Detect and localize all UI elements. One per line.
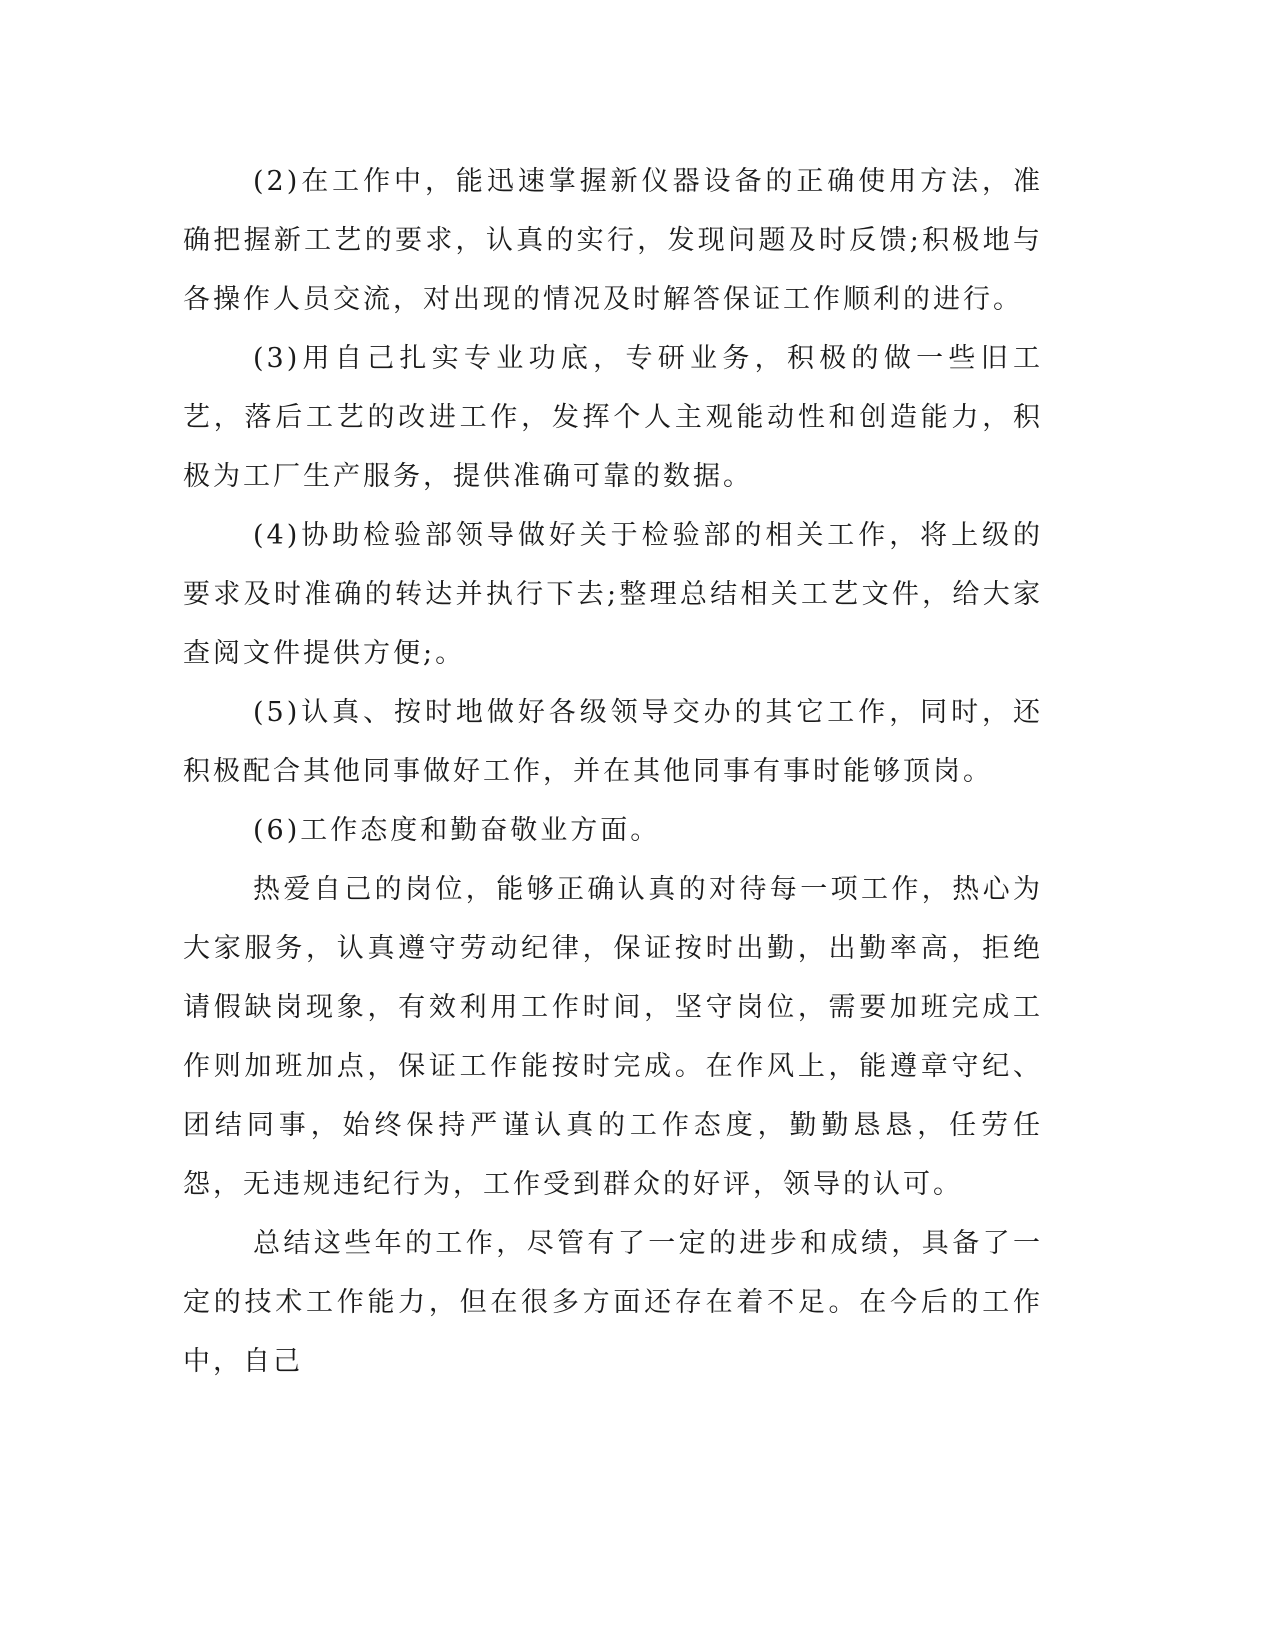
document-body — [183, 152, 1043, 1391]
paragraph-summary: 总结这些年的工作，尽管有了一定的进步和成绩，具备了一定的技术工作能力，但在很多方面还存在着不足。在今后的工作中，自己 — [183, 1228, 1043, 1377]
paragraph-work-attitude: 热爱自己的岗位，能够正确认真的对待每一项工作，热心为大家服务，认真遵守劳动纪律，保证按时出勤，出勤率高，拒绝请假缺岗现象，有效利用工作时间，坚守岗位，需要加班完成工作则加班加点，保证工作能按时完成。在作风上，能遵章守纪、团结同事，始终保持严谨认真的工作态度，勤勤恳恳，任劳任怨，无违规违纪行为，工作受到群众的好评，领导的认可。 — [183, 874, 1043, 1200]
paragraph-item-2: (2)在工作中，能迅速掌握新仪器设备的正确使用方法，准确把握新工艺的要求，认真的实行，发现问题及时反馈;积极地与各操作人员交流，对出现的情况及时解答保证工作顺利的进行。 — [183, 166, 1043, 315]
paragraph-item-3: (3)用自己扎实专业功底，专研业务，积极的做一些旧工艺，落后工艺的改进工作，发挥个人主观能动性和创造能力，积极为工厂生产服务，提供准确可靠的数据。 — [183, 343, 1043, 492]
paragraph-item-4: (4)协助检验部领导做好关于检验部的相关工作，将上级的要求及时准确的转达并执行下去;整理总结相关工艺文件，给大家查阅文件提供方便;。 — [183, 520, 1043, 669]
paragraph-item-5: (5)认真、按时地做好各级领导交办的其它工作，同时，还积极配合其他同事做好工作，并在其他同事有事时能够顶岗。 — [183, 697, 1043, 787]
paragraph-item-6: (6)工作态度和勤奋敬业方面。 — [253, 815, 661, 846]
